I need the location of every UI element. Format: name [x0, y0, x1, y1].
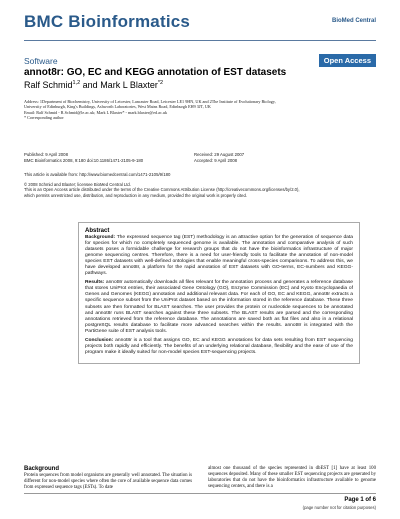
footer-divider — [24, 493, 376, 494]
abstract-results-text: annot8r automatically downloads all files relevant for the annotation process and generates a reference database that stores UniProt entries, their associated Gene Ontology (GO), Enzyme Commission (EC) and Kyoto Encyclopaedia of Genes and Genomes (KEGG) annotation and additional relevant data. For each of GO, EC and KEGG, annot8r extracts a specific sequence subset from the UniProt dataset based on the information stored in the reference database. These three subsets are then formatted for BLAST searches. The user provides the protein or nucleotide sequences to be annotated and annot8r runs BLAST searches against these three subsets. The BLAST results are parsed and the corresponding annotations retrieved from the reference database. The annotations are saved both as flat files and also in a relational postgreSQL results database to facilitate more advanced searches within the results. annot8r is integrated with the PartiGene suite of EST analysis tools. — [85, 280, 354, 334]
abstract-results — [85, 280, 353, 334]
journal-title: BMC Bioinformatics — [24, 12, 191, 31]
article-type: Software — [24, 56, 58, 66]
affiliation-email: Email: Ralf Schmid - R.Schmid@le.ac.uk; Mark L Blaxter* - mark.blaxter@ed.ac.uk — [24, 109, 168, 115]
abstract-background — [85, 235, 353, 277]
right-column — [208, 466, 376, 491]
abstract-background-text: The expressed sequence tag (EST) methodology is an attractive option for the generation of sequence data for species for which no completely sequenced genome is available. The annotation and comparative analysis of such datasets poses a formidable challenge for research groups that do not have the bioinformatics infrastructure of major genome sequencing centres. Therefore, there is a need for user-friendly tools to facilitate the annotation of non-model species EST datasets with well-defined ontologies that enable meaningful cross-species comparisons. To address this, we have developed annot8r, a platform for the rapid annotation of EST datasets with GO-terms, EC-numbers and KEGG-pathways. — [85, 235, 353, 277]
right-column-text: almost one thousand of the species represented in dbEST [1] have at least 100 sequences deposited. Many of these smaller EST sequencing projects are generated by laboratories that do not have the bioinformatics infrastructure available to genome sequencing centers, and there is a — [208, 466, 376, 490]
copyright-line: © 2008 Schmid and Blaxter; licensee BioMed Central Ltd. — [24, 182, 131, 187]
background-heading: Background — [24, 466, 60, 472]
article-title: annot8r: GO, EC and KEGG annotation of EST datasets — [24, 67, 287, 78]
left-column — [24, 466, 192, 491]
page-number: Page 1 of 6 — [344, 497, 376, 503]
affiliation-address: Address: 1Department of Biochemistry, University of Leicester, Lancaster Road, Leicester LE1 9HN, UK and 2The Institute of Evolutionary Biology, — [24, 99, 276, 104]
published-date: Published: 9 April 2008 — [24, 152, 68, 157]
abstract-conclusion-label: Conclusion: — [85, 337, 114, 343]
header-divider — [24, 40, 376, 41]
body-columns — [24, 466, 376, 491]
abstract-box — [78, 222, 360, 364]
abstract-conclusion-text: annot8r is a tool that assigns GO, EC and KEGG annotations for data sets resulting from EST sequencing projects both rapidly and efficiently. The benefits of an underlying relational database, flexibility and the ease of use of the program make it ideally suited for non-model species EST-sequencing projects. — [85, 337, 353, 355]
affiliations — [24, 99, 376, 120]
license-line: This is an Open Access article distributed under the terms of the Creative Commons Attribution License (http://creativecommons.org/licenses/by/2.0), — [24, 187, 300, 193]
copyright-notice — [24, 182, 376, 198]
affiliation-address-cont: University of Edinburgh, King's Buildings, Ashworth Laboratories, West Mains Road, Edinburgh EH9 3JT, UK — [24, 104, 211, 110]
abstract-heading: Abstract — [85, 228, 110, 234]
corresponding-author-note: * Corresponding author — [24, 114, 64, 120]
left-column-text: Protein sequences from model organisms are generally well annotated. The situation is different for non-model species where often the core of available sequence data comes from expressed sequence tags (ESTs). To date — [24, 473, 192, 491]
citation: BMC Bioinformatics 2008, 9:180 doi:10.1186/1471-2105-9-180 — [24, 157, 144, 163]
publisher-logo: BioMed Central — [331, 18, 376, 24]
page-number-note: (page number not for citation purposes) — [302, 505, 376, 510]
journal-header — [24, 10, 376, 38]
received-date: Received: 29 August 2007 — [194, 152, 245, 157]
abstract-background-label: Background: — [85, 235, 116, 240]
abstract-results-label: Results: — [85, 280, 105, 286]
authors: Ralf Schmid$^{1,2}$ and Mark L Blaxter$^{*2}$ — [24, 80, 164, 90]
open-access-badge: Open Access — [319, 54, 376, 67]
article-url[interactable]: This article is available from: http://www.biomedcentral.com/1471-2105/9/180 — [24, 172, 171, 177]
license-line-cont: which permits unrestricted use, distribution, and reproduction in any medium, provided the original work is properly cited. — [24, 192, 247, 198]
accepted-date: Accepted: 9 April 2008 — [194, 157, 237, 163]
publication-dates — [24, 152, 376, 163]
abstract-conclusion — [85, 338, 353, 356]
